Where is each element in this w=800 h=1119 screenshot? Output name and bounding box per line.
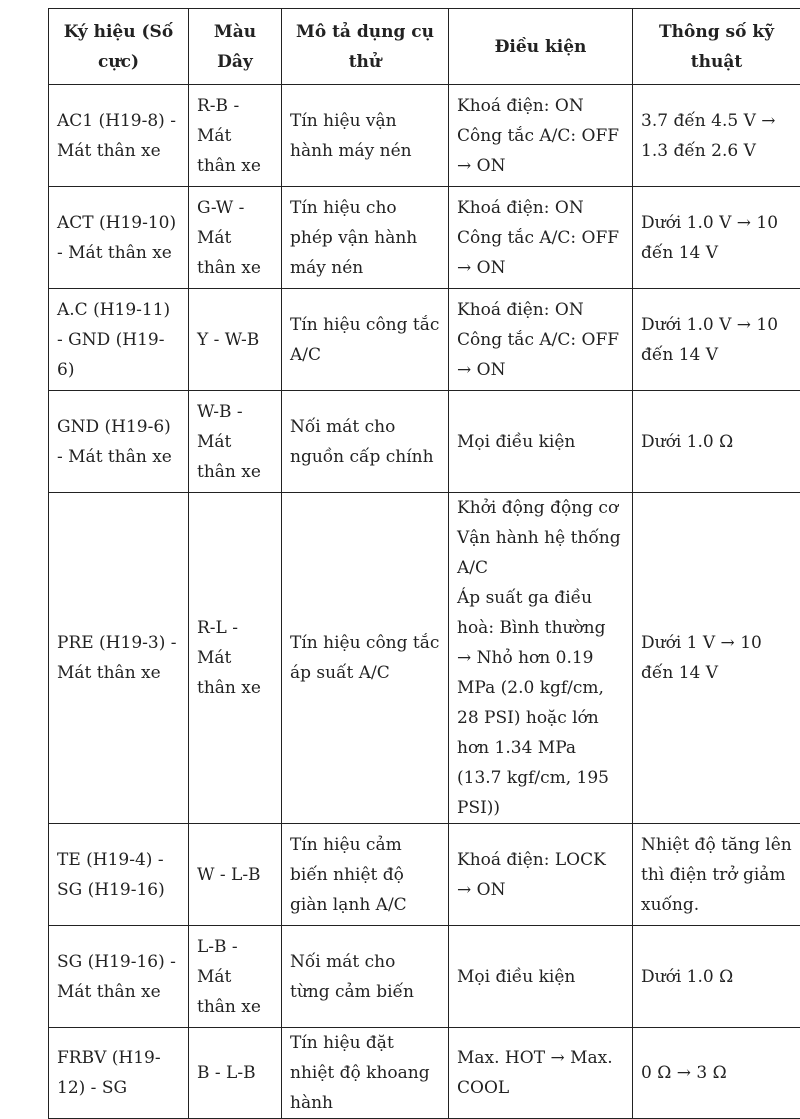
table-row bbox=[49, 85, 800, 187]
cell-description: Tín hiệu cảm biến nhiệt độ giàn lạnh A/C bbox=[282, 824, 449, 926]
cell-terminal: ACT (H19-10) - Mát thân xe bbox=[49, 187, 189, 289]
cell-description: Tín hiệu công tắc A/C bbox=[282, 289, 449, 391]
header-condition: Điều kiện bbox=[449, 9, 633, 85]
table-header-row bbox=[49, 9, 800, 85]
header-spec: Thông số kỹ thuật bbox=[633, 9, 800, 85]
table-row bbox=[49, 1028, 800, 1119]
cell-description: Nối mát cho nguồn cấp chính bbox=[282, 391, 449, 493]
table-row bbox=[49, 187, 800, 289]
cell-description: Tín hiệu công tắc áp suất A/C bbox=[282, 493, 449, 824]
cell-terminal: AC1 (H19-8) - Mát thân xe bbox=[49, 85, 189, 187]
header-description: Mô tả dụng cụ thử bbox=[282, 9, 449, 85]
cell-condition: Khoá điện: LOCK → ON bbox=[449, 824, 633, 926]
cell-spec: Dưới 1.0 Ω bbox=[633, 391, 800, 493]
cell-spec: Dưới 1.0 V → 10 đến 14 V bbox=[633, 289, 800, 391]
cell-wire-color: R-B - Mát thân xe bbox=[189, 85, 282, 187]
cell-terminal: TE (H19-4) - SG (H19-16) bbox=[49, 824, 189, 926]
spec-table bbox=[48, 8, 800, 1119]
cell-wire-color: R-L - Mát thân xe bbox=[189, 493, 282, 824]
cell-spec: Nhiệt độ tăng lên thì điện trở giảm xuống. bbox=[633, 824, 800, 926]
cell-wire-color: B - L-B bbox=[189, 1028, 282, 1119]
cell-description: Tín hiệu cho phép vận hành máy nén bbox=[282, 187, 449, 289]
cell-description: Nối mát cho từng cảm biến bbox=[282, 926, 449, 1028]
cell-terminal: SG (H19-16) - Mát thân xe bbox=[49, 926, 189, 1028]
cell-spec: Dưới 1 V → 10 đến 14 V bbox=[633, 493, 800, 824]
cell-terminal: FRBV (H19-12) - SG bbox=[49, 1028, 189, 1119]
cell-spec: Dưới 1.0 V → 10 đến 14 V bbox=[633, 187, 800, 289]
header-wire-color: Màu Dây bbox=[189, 9, 282, 85]
cell-terminal: A.C (H19-11) - GND (H19-6) bbox=[49, 289, 189, 391]
cell-spec: 0 Ω → 3 Ω bbox=[633, 1028, 800, 1119]
cell-spec: Dưới 1.0 Ω bbox=[633, 926, 800, 1028]
cell-condition: Khoá điện: ON Công tắc A/C: OFF → ON bbox=[449, 289, 633, 391]
table-row bbox=[49, 824, 800, 926]
cell-condition: Max. HOT → Max. COOL bbox=[449, 1028, 633, 1119]
table-row bbox=[49, 926, 800, 1028]
cell-terminal: PRE (H19-3) - Mát thân xe bbox=[49, 493, 189, 824]
table-row bbox=[49, 289, 800, 391]
cell-wire-color: Y - W-B bbox=[189, 289, 282, 391]
cell-condition: Mọi điều kiện bbox=[449, 926, 633, 1028]
cell-description: Tín hiệu đặt nhiệt độ khoang hành bbox=[282, 1028, 449, 1119]
cell-wire-color: W - L-B bbox=[189, 824, 282, 926]
cell-condition: Khởi động động cơ Vận hành hệ thống A/C Áp suất ga điều hoà: Bình thường → Nhỏ hơn 0.19 MPa (2.0 kgf/cm, 28 PSI) hoặc lớn hơn 1.34 MPa (13.7 kgf/cm, 195 PSI)) bbox=[449, 493, 633, 824]
table-row bbox=[49, 493, 800, 824]
table-row bbox=[49, 391, 800, 493]
cell-wire-color: L-B - Mát thân xe bbox=[189, 926, 282, 1028]
cell-condition: Khoá điện: ON Công tắc A/C: OFF → ON bbox=[449, 85, 633, 187]
cell-condition: Mọi điều kiện bbox=[449, 391, 633, 493]
header-terminal: Ký hiệu (Số cực) bbox=[49, 9, 189, 85]
cell-description: Tín hiệu vận hành máy nén bbox=[282, 85, 449, 187]
cell-wire-color: G-W - Mát thân xe bbox=[189, 187, 282, 289]
cell-terminal: GND (H19-6) - Mát thân xe bbox=[49, 391, 189, 493]
cell-spec: 3.7 đến 4.5 V → 1.3 đến 2.6 V bbox=[633, 85, 800, 187]
cell-condition: Khoá điện: ON Công tắc A/C: OFF → ON bbox=[449, 187, 633, 289]
cell-wire-color: W-B - Mát thân xe bbox=[189, 391, 282, 493]
